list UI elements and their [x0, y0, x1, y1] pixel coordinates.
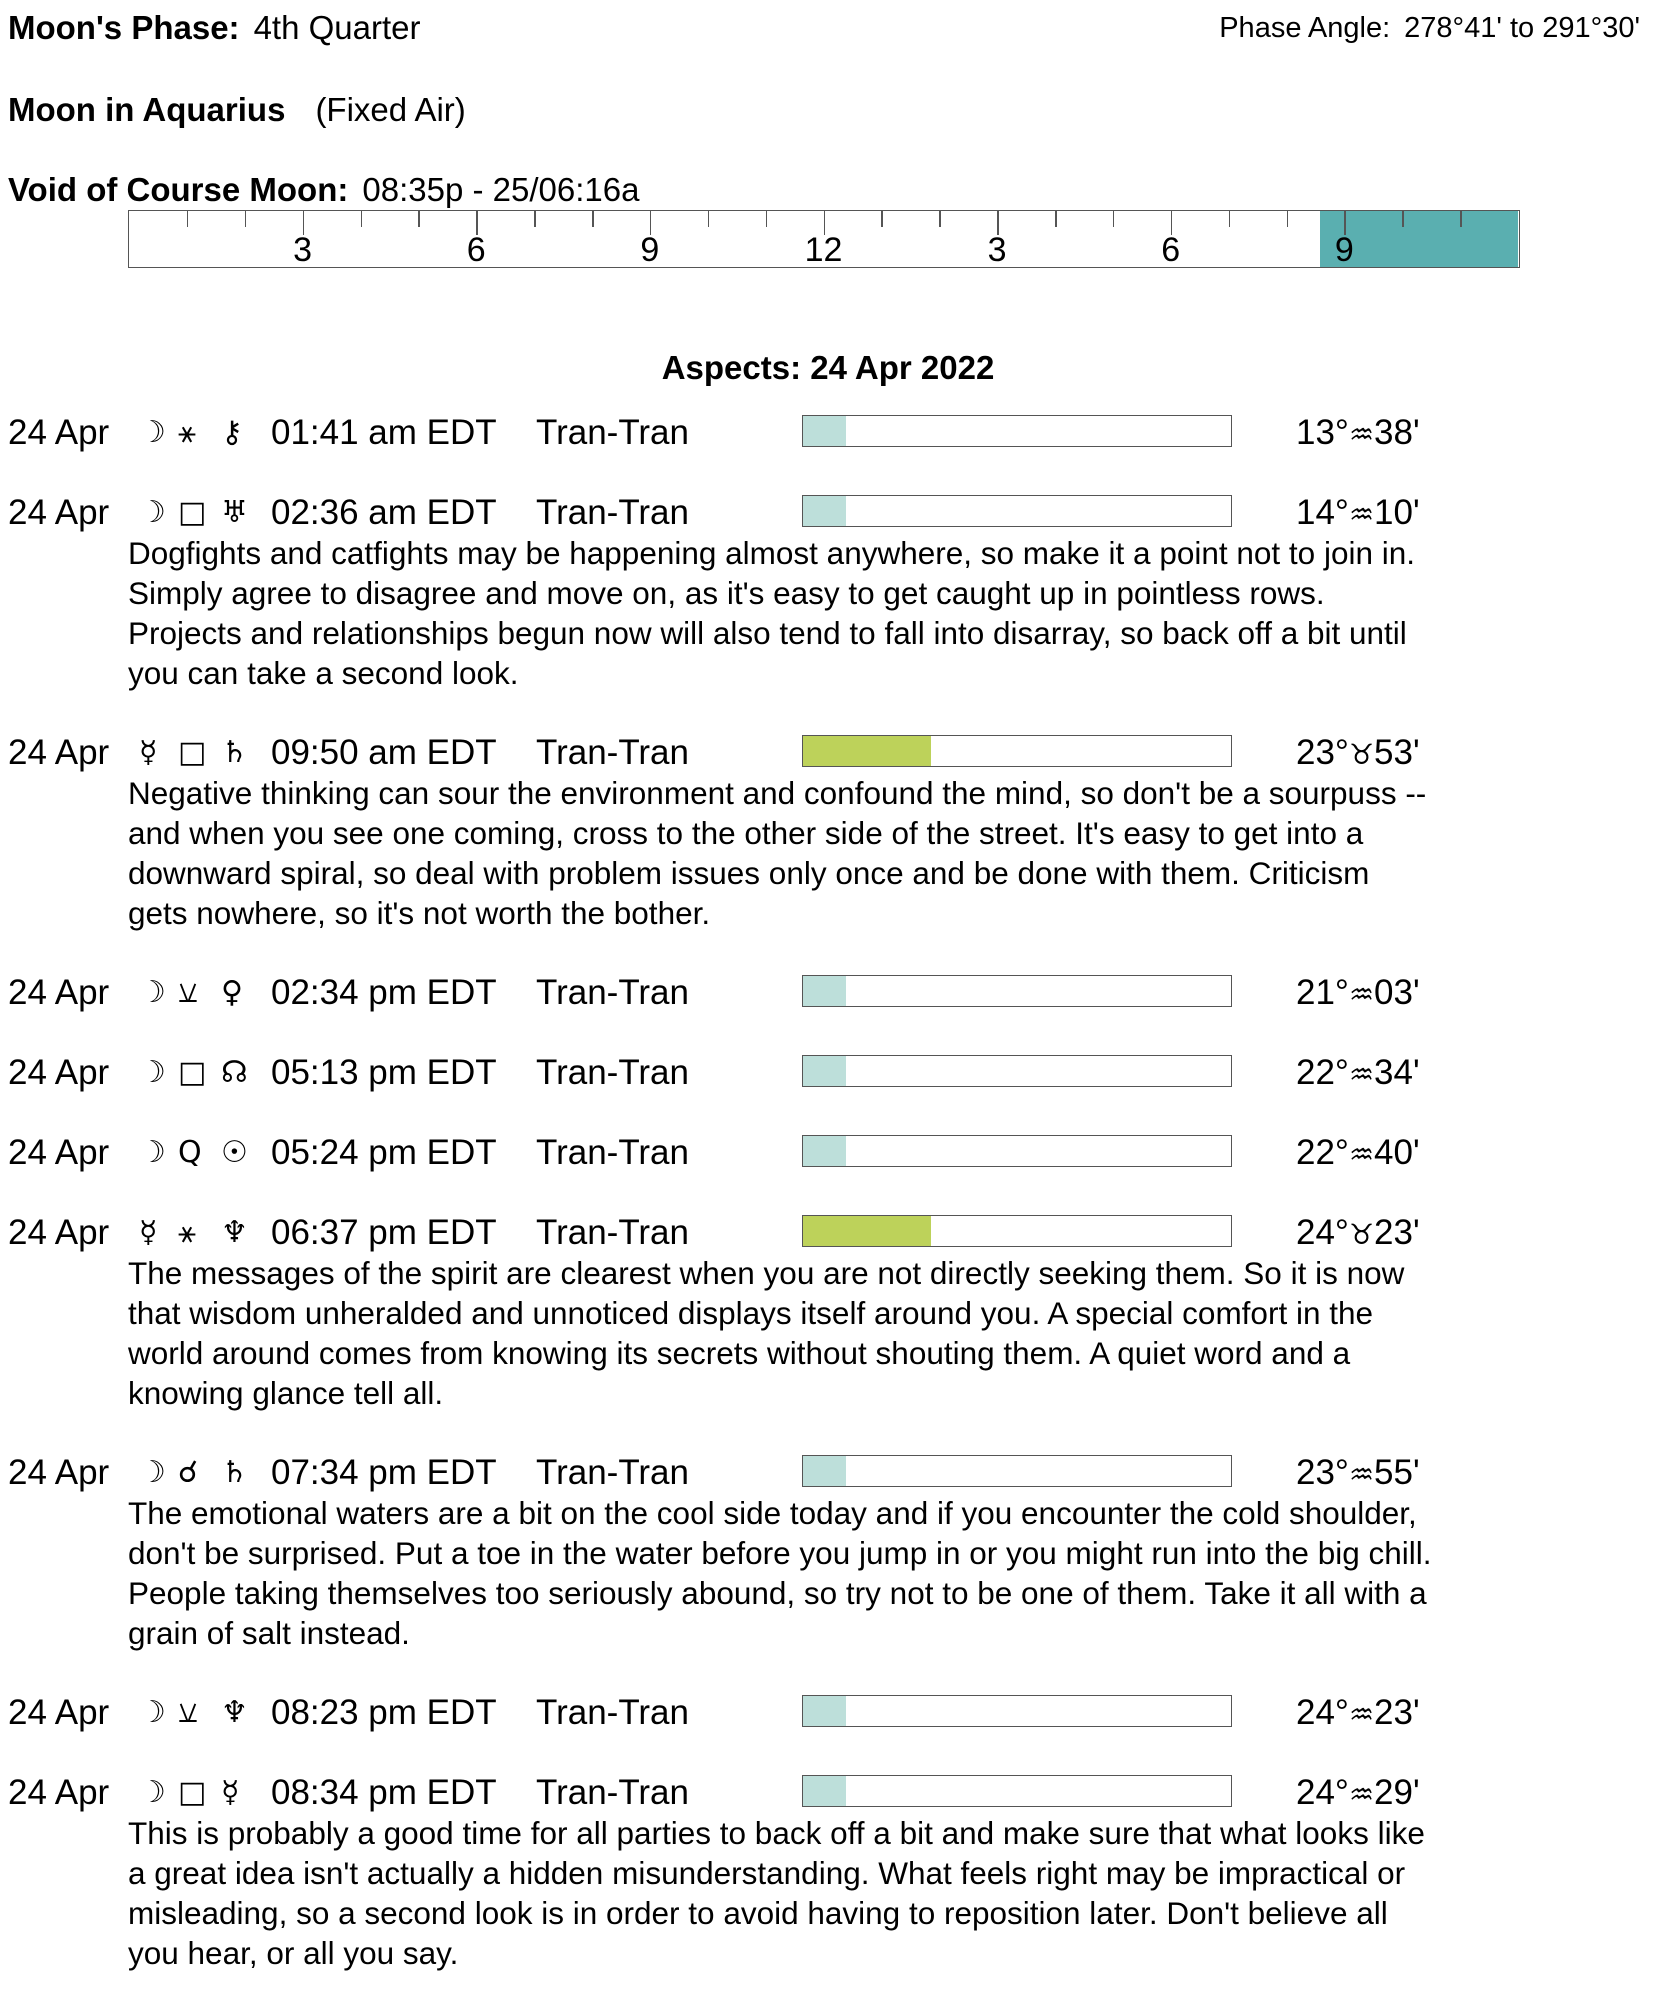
moon-icon: ☽: [139, 415, 166, 450]
aspect-date: 24 Apr: [8, 1453, 110, 1492]
square-icon: □: [178, 1775, 207, 1810]
aspect-entry: [0, 973, 1656, 1013]
moon-phase-line: [8, 8, 420, 48]
strength-bar-fill: [803, 976, 846, 1006]
position-minute: 34': [1374, 1053, 1420, 1092]
interpretation-line: Projects and relationships begun now will also tend to fall into disarray, so back off a bit until: [128, 615, 1407, 651]
strength-bar-fill: [803, 1216, 931, 1246]
aspect-interpretation: [128, 1493, 1656, 1653]
aspects-title: Aspects: 24 Apr 2022: [661, 349, 995, 386]
interpretation-line: and when you see one coming, cross to the other side of the street. It's easy to get into a: [128, 815, 1364, 851]
aspect-entry: [0, 1133, 1656, 1173]
aspect-relation: Tran-Tran: [536, 1693, 689, 1732]
neptune-icon: ♆: [221, 1215, 248, 1250]
strength-bar-fill: [803, 1056, 846, 1086]
aspect-position: [1296, 1133, 1420, 1175]
uranus-icon: ♅: [221, 495, 248, 530]
position-degree: 24°: [1296, 1213, 1349, 1252]
interpretation-line: knowing glance tell all.: [128, 1375, 444, 1411]
timeline-tick: [766, 211, 768, 227]
interpretation-line: People taking themselves too seriously abound, so try not to be one of them. Take it all with a: [128, 1575, 1427, 1611]
aspect-position: [1296, 973, 1420, 1015]
interpretation-line: you can take a second look.: [128, 655, 519, 691]
aspect-header: [0, 413, 1656, 453]
mercury-icon: ☿: [139, 735, 158, 770]
interpretation-line: you hear, or all you say.: [128, 1935, 459, 1971]
aspect-time: 02:36 am EDT: [271, 493, 497, 532]
aspect-position: [1296, 1213, 1420, 1255]
timeline-tick: [939, 211, 941, 227]
strength-bar: [802, 1055, 1232, 1087]
strength-bar-fill: [803, 1696, 846, 1726]
timeline-tick: [881, 211, 883, 227]
moon-icon: ☽: [139, 1135, 166, 1170]
square-icon: □: [178, 495, 207, 530]
aspect-header: [0, 973, 1656, 1013]
aspect-date: 24 Apr: [8, 733, 110, 772]
timeline-hour-label: 3: [987, 231, 1007, 269]
aspect-header: [0, 1453, 1656, 1493]
aspect-date: 24 Apr: [8, 1773, 110, 1812]
phase-angle-label: Phase Angle:: [1219, 12, 1391, 44]
interpretation-line: world around comes from knowing its secrets without shouting them. A quiet word and a: [128, 1335, 1351, 1371]
aspect-header: [0, 1133, 1656, 1173]
timeline-tick: [1113, 211, 1115, 227]
timeline-hour-label: 6: [1161, 231, 1181, 269]
interpretation-line: downward spiral, so deal with problem issues only once and be done with them. Criticism: [128, 855, 1370, 891]
sun-icon: ☉: [221, 1135, 248, 1170]
aspect-header: [0, 733, 1656, 773]
neptune-icon: ♆: [221, 1695, 248, 1730]
strength-bar: [802, 975, 1232, 1007]
venus-icon: ♀: [221, 975, 243, 1010]
position-degree: 23°: [1296, 1453, 1349, 1492]
position-degree: 22°: [1296, 1053, 1349, 1092]
chiron-icon: ⚷: [221, 415, 243, 450]
aspect-relation: Tran-Tran: [536, 413, 689, 452]
aspect-time: 02:34 pm EDT: [271, 973, 497, 1012]
aspect-relation: Tran-Tran: [536, 493, 689, 532]
moon-sign-quality: (Fixed Air): [315, 91, 466, 128]
interpretation-line: Dogfights and catfights may be happening almost anywhere, so make it a point not to join in.: [128, 535, 1416, 571]
aspect-position: [1296, 1453, 1420, 1495]
void-of-course-value: 08:35p - 25/06:16a: [362, 171, 640, 208]
aspect-date: 24 Apr: [8, 1053, 110, 1092]
aspect-relation: Tran-Tran: [536, 1213, 689, 1252]
aspect-relation: Tran-Tran: [536, 1773, 689, 1812]
phase-angle: [1219, 10, 1640, 46]
interpretation-line: gets nowhere, so it's not worth the bother.: [128, 895, 711, 931]
position-minute: 38': [1374, 413, 1420, 452]
timeline-tick: [534, 211, 536, 227]
strength-bar: [802, 1455, 1232, 1487]
aspect-position: [1296, 733, 1420, 775]
aquarius-icon: ♒: [1348, 1058, 1375, 1091]
semi-sextile-icon: ⚺: [178, 975, 198, 1010]
aspect-time: 05:13 pm EDT: [271, 1053, 497, 1092]
aspect-entry: [0, 493, 1656, 693]
aspect-entry: [0, 1213, 1656, 1413]
moon-phase-label: Moon's Phase:: [8, 9, 240, 46]
strength-bar: [802, 735, 1232, 767]
position-minute: 55': [1374, 1453, 1420, 1492]
aspect-list: [0, 413, 1656, 2013]
aspect-entry: [0, 1453, 1656, 1653]
aspect-time: 06:37 pm EDT: [271, 1213, 497, 1252]
aquarius-icon: ♒: [1348, 1778, 1375, 1811]
position-degree: 13°: [1296, 413, 1349, 452]
aspect-time: 01:41 am EDT: [271, 413, 497, 452]
strength-bar: [802, 1695, 1232, 1727]
position-minute: 10': [1374, 493, 1420, 532]
void-of-course-line: [8, 170, 639, 210]
timeline-tick: [361, 211, 363, 227]
aquarius-icon: ♒: [1348, 418, 1375, 451]
semi-sextile-icon: ⚺: [178, 1695, 198, 1730]
position-minute: 23': [1374, 1693, 1420, 1732]
aspect-interpretation: [128, 773, 1656, 933]
timeline-tick: [1402, 211, 1404, 227]
aspect-time: 05:24 pm EDT: [271, 1133, 497, 1172]
timeline-tick: [245, 211, 247, 227]
position-degree: 14°: [1296, 493, 1349, 532]
aspect-date: 24 Apr: [8, 1133, 110, 1172]
interpretation-line: that wisdom unheralded and unnoticed displays itself around you. A special comfort in the: [128, 1295, 1374, 1331]
strength-bar: [802, 415, 1232, 447]
strength-bar-fill: [803, 1776, 846, 1806]
strength-bar: [802, 1775, 1232, 1807]
position-minute: 23': [1374, 1213, 1420, 1252]
strength-bar: [802, 1215, 1232, 1247]
timeline-tick: [1229, 211, 1231, 227]
aspect-header: [0, 493, 1656, 533]
interpretation-line: grain of salt instead.: [128, 1615, 410, 1651]
square-icon: □: [178, 735, 207, 770]
timeline-tick: [1055, 211, 1057, 227]
north-node-icon: ☊: [221, 1055, 248, 1090]
interpretation-line: The emotional waters are a bit on the cool side today and if you encounter the cold shoulder,: [128, 1495, 1417, 1531]
aspect-date: 24 Apr: [8, 1693, 110, 1732]
aspect-interpretation: [128, 1253, 1656, 1413]
moon-icon: ☽: [139, 1455, 166, 1490]
phase-angle-value: 278°41' to 291°30': [1404, 12, 1640, 44]
moon-sign-label: Moon in Aquarius: [8, 91, 286, 128]
timeline-hour-label: 12: [804, 231, 843, 269]
interpretation-line: The messages of the spirit are clearest when you are not directly seeking them. So it is now: [128, 1255, 1405, 1291]
aspect-relation: Tran-Tran: [536, 733, 689, 772]
square-icon: □: [178, 1055, 207, 1090]
saturn-icon: ♄: [221, 1455, 248, 1490]
moon-icon: ☽: [139, 1775, 166, 1810]
aquarius-icon: ♒: [1348, 978, 1375, 1011]
position-minute: 40': [1374, 1133, 1420, 1172]
strength-bar: [802, 495, 1232, 527]
strength-bar-fill: [803, 496, 846, 526]
interpretation-line: Negative thinking can sour the environment and confound the mind, so don't be a sourpuss --: [128, 775, 1427, 811]
aspect-date: 24 Apr: [8, 973, 110, 1012]
aspect-date: 24 Apr: [8, 413, 110, 452]
aspect-position: [1296, 1693, 1420, 1735]
aspect-time: 08:23 pm EDT: [271, 1693, 497, 1732]
aspect-interpretation: [128, 533, 1656, 693]
timeline-hour-label: 6: [466, 231, 486, 269]
interpretation-line: Simply agree to disagree and move on, as it's easy to get caught up in pointless rows.: [128, 575, 1325, 611]
interpretation-line: This is probably a good time for all parties to back off a bit and make sure that what looks like: [128, 1815, 1425, 1851]
aspect-relation: Tran-Tran: [536, 1053, 689, 1092]
aspect-position: [1296, 1773, 1420, 1815]
aspect-header: [0, 1773, 1656, 1813]
timeline-tick: [592, 211, 594, 227]
strength-bar-fill: [803, 416, 846, 446]
conjunction-icon: ☌: [178, 1455, 199, 1490]
moon-icon: ☽: [139, 1695, 166, 1730]
moon-icon: ☽: [139, 495, 166, 530]
moon-sign-line: [8, 90, 466, 130]
aspect-date: 24 Apr: [8, 1213, 110, 1252]
moon-icon: ☽: [139, 1055, 166, 1090]
timeline-tick: [1287, 211, 1289, 227]
position-degree: 23°: [1296, 733, 1349, 772]
aquarius-icon: ♒: [1348, 1698, 1375, 1731]
position-minute: 53': [1374, 733, 1420, 772]
strength-bar-fill: [803, 1136, 846, 1166]
aspect-entry: [0, 1053, 1656, 1093]
mercury-icon: ☿: [139, 1215, 158, 1250]
aspect-header: [0, 1213, 1656, 1253]
position-degree: 21°: [1296, 973, 1349, 1012]
aspect-header: [0, 1053, 1656, 1093]
taurus-icon: ♉: [1348, 738, 1375, 771]
quintile-icon: Q: [178, 1135, 202, 1170]
strength-bar-fill: [803, 736, 931, 766]
sextile-icon: ⚹: [178, 1215, 196, 1250]
moon-icon: ☽: [139, 975, 166, 1010]
aspect-relation: Tran-Tran: [536, 973, 689, 1012]
timeline-hour-label: 9: [1334, 231, 1354, 269]
strength-bar: [802, 1135, 1232, 1167]
aspect-interpretation: [128, 1813, 1656, 1973]
aquarius-icon: ♒: [1348, 1138, 1375, 1171]
taurus-icon: ♉: [1348, 1218, 1375, 1251]
position-minute: 03': [1374, 973, 1420, 1012]
aspect-time: 09:50 am EDT: [271, 733, 497, 772]
timeline-tick: [708, 211, 710, 227]
aspect-entry: [0, 413, 1656, 453]
aspect-position: [1296, 1053, 1420, 1095]
aspect-entry: [0, 1773, 1656, 1973]
mercury-icon: ☿: [221, 1775, 240, 1810]
aquarius-icon: ♒: [1348, 1458, 1375, 1491]
void-of-course-timeline: [128, 210, 1520, 268]
strength-bar-fill: [803, 1456, 846, 1486]
aspect-relation: Tran-Tran: [536, 1453, 689, 1492]
timeline-tick: [1460, 211, 1462, 227]
position-minute: 29': [1374, 1773, 1420, 1812]
aspect-entry: [0, 733, 1656, 933]
position-degree: 22°: [1296, 1133, 1349, 1172]
aspect-position: [1296, 413, 1420, 455]
void-of-course-label: Void of Course Moon:: [8, 171, 349, 208]
aspect-date: 24 Apr: [8, 493, 110, 532]
timeline-hour-label: 3: [293, 231, 313, 269]
aspect-position: [1296, 493, 1420, 535]
moon-phase-value: 4th Quarter: [253, 9, 421, 46]
aspect-header: [0, 1693, 1656, 1733]
timeline-tick: [418, 211, 420, 227]
position-degree: 24°: [1296, 1773, 1349, 1812]
aquarius-icon: ♒: [1348, 498, 1375, 531]
interpretation-line: don't be surprised. Put a toe in the water before you jump in or you might run into the big chill.: [128, 1535, 1432, 1571]
sextile-icon: ⚹: [178, 415, 196, 450]
aspect-time: 08:34 pm EDT: [271, 1773, 497, 1812]
interpretation-line: a great idea isn't actually a hidden misunderstanding. What feels right may be impractical or: [128, 1855, 1406, 1891]
aspect-entry: [0, 1693, 1656, 1733]
aspect-relation: Tran-Tran: [536, 1133, 689, 1172]
aspect-time: 07:34 pm EDT: [271, 1453, 497, 1492]
saturn-icon: ♄: [221, 735, 248, 770]
timeline-tick: [187, 211, 189, 227]
timeline-hour-label: 9: [640, 231, 660, 269]
interpretation-line: misleading, so a second look is in order to avoid having to reposition later. Don't believe all: [128, 1895, 1388, 1931]
position-degree: 24°: [1296, 1693, 1349, 1732]
